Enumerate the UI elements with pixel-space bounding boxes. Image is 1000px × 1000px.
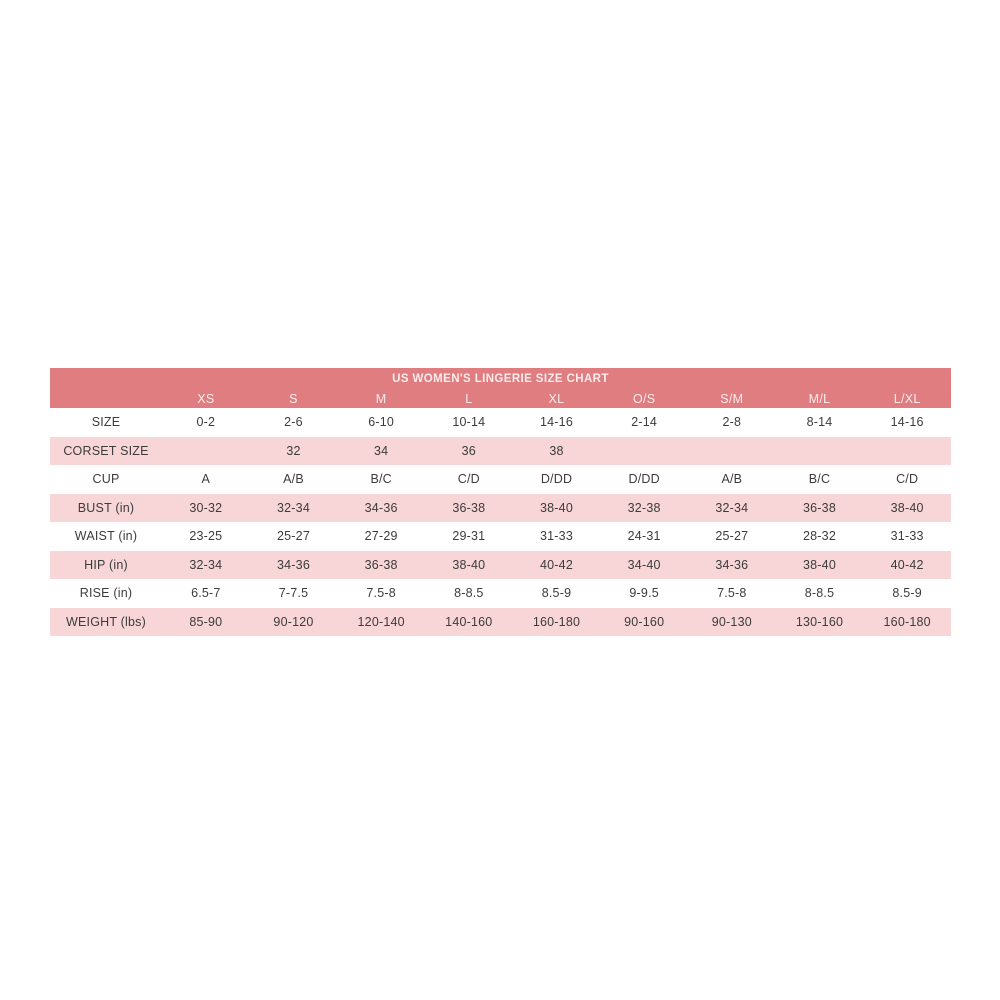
table-cell: 140-160 <box>445 614 493 629</box>
column-header: L <box>465 392 473 406</box>
table-cell: 85-90 <box>189 614 223 629</box>
table-cell: A/B <box>283 472 304 487</box>
table-cell: 36-38 <box>364 557 398 572</box>
table-cell: 28-32 <box>803 529 836 544</box>
table-cell: 27-29 <box>364 529 398 544</box>
table-cell: 90-160 <box>624 614 665 629</box>
table-cell: 14-16 <box>540 415 573 430</box>
table-cell: 90-120 <box>273 614 314 629</box>
table-cell <box>600 437 688 466</box>
table-cell <box>162 437 250 466</box>
row-label: HIP (in) <box>84 557 128 572</box>
column-header: S/M <box>720 392 744 406</box>
table-cell: 32-38 <box>627 500 661 515</box>
table-cell: 9-9.5 <box>629 586 659 601</box>
table-cell: 8-8.5 <box>804 586 835 601</box>
table-cell: A <box>201 472 211 487</box>
table-cell: 6.5-7 <box>191 586 221 601</box>
table-body <box>50 408 951 636</box>
column-header: M/L <box>808 392 831 406</box>
table-cell: 34 <box>374 443 389 458</box>
table-cell: 8.5-9 <box>892 586 922 601</box>
column-header: M <box>375 392 387 406</box>
table-row <box>50 494 951 523</box>
column-headers-row <box>50 390 951 408</box>
row-label: WAIST (in) <box>74 529 138 544</box>
table-cell: 32-34 <box>277 500 310 515</box>
table-row <box>50 408 951 437</box>
table-cell: 10-14 <box>452 415 486 430</box>
table-cell: 32 <box>286 443 301 458</box>
table-cell: 24-31 <box>627 529 661 544</box>
table-cell: 34-40 <box>627 557 661 572</box>
table-cell: 14-16 <box>890 415 924 430</box>
row-label: RISE (in) <box>79 586 133 601</box>
table-row <box>50 522 951 551</box>
table-cell: 36-38 <box>452 500 486 515</box>
table-cell: 8-8.5 <box>454 586 484 601</box>
table-cell: A/B <box>721 472 743 487</box>
row-label-header <box>50 390 162 408</box>
table-cell: 2-6 <box>284 415 303 430</box>
table-cell: 40-42 <box>540 557 573 572</box>
table-row <box>50 608 951 637</box>
table-cell: 160-180 <box>883 614 931 629</box>
table-cell: 34-36 <box>277 557 310 572</box>
column-header: S <box>289 392 298 406</box>
table-cell: 38 <box>549 443 564 458</box>
table-cell: 30-32 <box>189 500 223 515</box>
table-cell <box>776 437 864 466</box>
row-label: WEIGHT (lbs) <box>66 614 146 629</box>
table-cell: 31-33 <box>540 529 573 544</box>
row-label: SIZE <box>91 415 121 430</box>
table-cell <box>863 437 951 466</box>
table-cell: 0-2 <box>196 415 216 430</box>
table-cell <box>688 437 776 466</box>
table-cell: C/D <box>896 472 919 487</box>
table-cell: 90-130 <box>711 614 752 629</box>
table-cell: 7.5-8 <box>717 586 747 601</box>
table-header <box>50 368 951 408</box>
table-cell: 38-40 <box>452 557 486 572</box>
table-cell: 6-10 <box>368 415 395 430</box>
table-cell: 38-40 <box>803 557 836 572</box>
table-row <box>50 437 951 466</box>
table-cell: 23-25 <box>189 529 223 544</box>
column-header: O/S <box>632 392 656 406</box>
table-cell: B/C <box>370 472 392 487</box>
table-cell: C/D <box>457 472 480 487</box>
table-cell: 7.5-8 <box>366 586 396 601</box>
table-cell: 7-7.5 <box>278 586 309 601</box>
table-cell: 36 <box>461 443 476 458</box>
table-row <box>50 579 951 608</box>
table-cell: 2-8 <box>722 415 742 430</box>
table-cell: 120-140 <box>357 614 405 629</box>
table-cell: 2-14 <box>631 415 658 430</box>
table-row <box>50 551 951 580</box>
table-cell: 25-27 <box>277 529 310 544</box>
table-cell: 25-27 <box>715 529 749 544</box>
table-cell: 40-42 <box>890 557 924 572</box>
table-cell: 32-34 <box>189 557 223 572</box>
table-cell: 8.5-9 <box>541 586 572 601</box>
table-cell: 160-180 <box>532 614 581 629</box>
table-cell: B/C <box>808 472 831 487</box>
table-cell: D/DD <box>628 472 660 487</box>
table-row <box>50 465 951 494</box>
row-label: CUP <box>92 472 120 487</box>
table-cell: 36-38 <box>803 500 836 515</box>
table-cell: 38-40 <box>890 500 924 515</box>
column-header: XS <box>197 392 215 406</box>
table-cell: 29-31 <box>452 529 486 544</box>
column-header: L/XL <box>893 392 921 406</box>
table-cell: 130-160 <box>795 614 844 629</box>
table-cell: 38-40 <box>540 500 573 515</box>
column-header: XL <box>548 392 565 406</box>
chart-title: US WOMEN'S LINGERIE SIZE CHART <box>392 373 609 385</box>
table-cell: 8-14 <box>806 415 833 430</box>
row-label: BUST (in) <box>77 500 135 515</box>
row-label: CORSET SIZE <box>63 443 149 458</box>
table-cell: 32-34 <box>715 500 749 515</box>
table-cell: D/DD <box>540 472 573 487</box>
table-cell: 34-36 <box>715 557 749 572</box>
size-chart-table <box>50 368 951 636</box>
table-cell: 31-33 <box>890 529 924 544</box>
table-cell: 34-36 <box>364 500 398 515</box>
